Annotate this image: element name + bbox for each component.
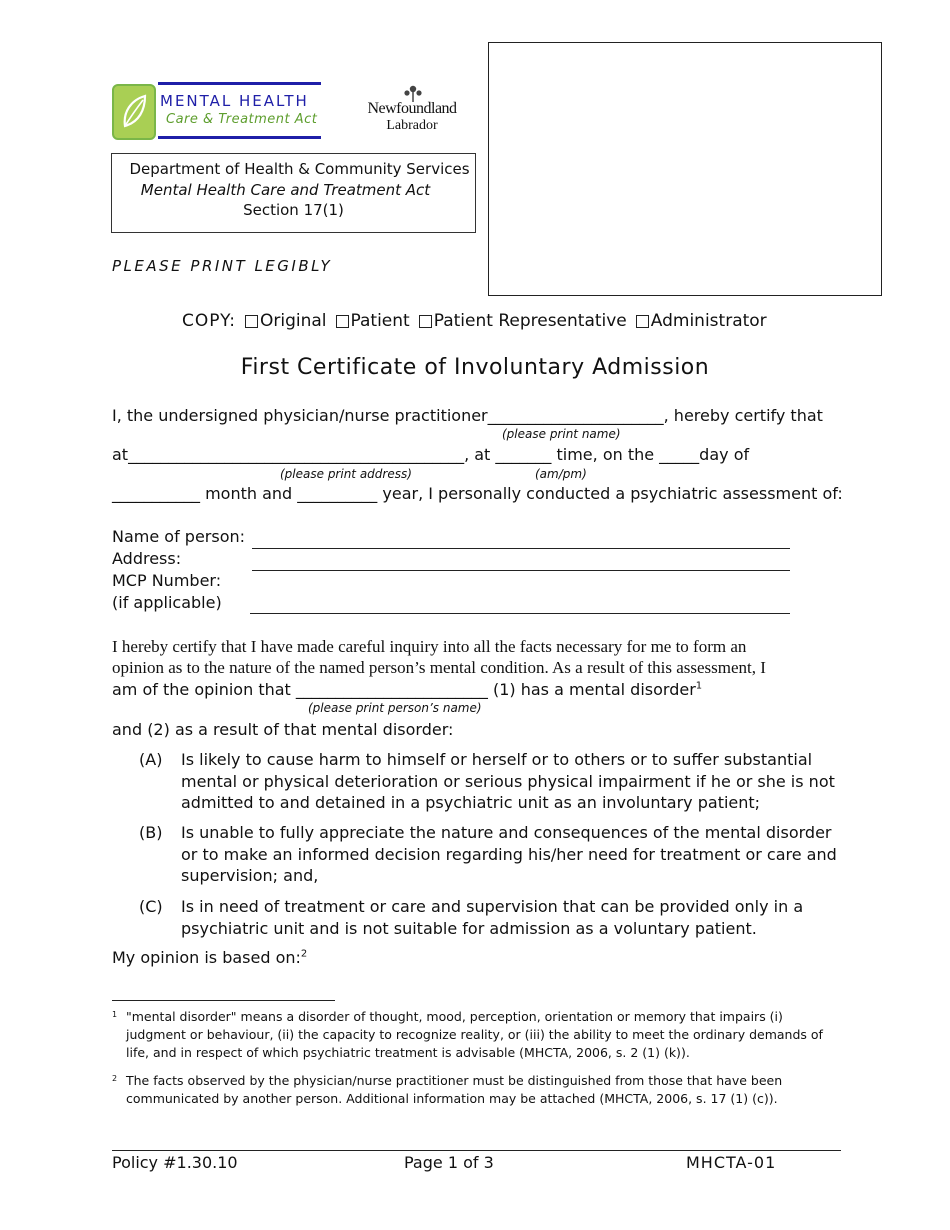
act-section: Section 17(1) [243, 201, 344, 219]
mcp-number-label: MCP Number: [112, 571, 222, 590]
footer-rule [112, 1150, 841, 1151]
item-a-text: Is likely to cause harm to himself or herself or to others or to suffer substantial mental or physical deterioration or serious physical impairment if he or she is not admitted to and detained in a psychiatric unit as an involuntary patient; [181, 750, 835, 812]
opinion-basis [112, 948, 307, 967]
logo-title: MENTAL HEALTH [160, 92, 309, 110]
act-name: Mental Health Care and Treatment Act [140, 181, 431, 199]
mcp-if-applicable: (if applicable) [112, 593, 222, 612]
item-c-letter: (C) [139, 897, 163, 916]
page-number: Page 1 of 3 [404, 1153, 494, 1172]
department-box [111, 153, 476, 233]
print-legibly-notice: PLEASE PRINT LEGIBLY [112, 257, 333, 275]
certify-line-3: ___________ month and __________ year, I personally conducted a psychiatric assessment of: [112, 484, 843, 503]
opinion-line-4: and (2) as a result of that mental disorder: [112, 720, 454, 739]
form-title: First Certificate of Involuntary Admission [240, 355, 710, 380]
mental-health-logo [112, 82, 321, 140]
certify-line-1: I, the undersigned physician/nurse practitioner______________________, hereby certify that [112, 406, 823, 425]
stamp-box[interactable] [488, 42, 882, 296]
footnote-ref-1: 1 [695, 680, 703, 692]
address-field[interactable] [252, 570, 790, 571]
footnote-2 [112, 1072, 837, 1108]
checkbox-patient[interactable] [336, 315, 349, 328]
logo-rule-top [158, 82, 321, 85]
opinion-line-3-text: am of the opinion that ________________________ (1) has a mental disorder [112, 680, 696, 699]
leaf-icon [112, 84, 156, 140]
copy-option-patient: Patient [350, 311, 410, 331]
hint-print-address: (please print address) [280, 467, 412, 481]
checkbox-original[interactable] [245, 315, 258, 328]
opinion-basis-text: My opinion is based on: [112, 948, 301, 967]
copy-option-patient-representative: Patient Representative [433, 311, 627, 331]
logo-rule-bottom [158, 136, 321, 139]
footnote-1-number: 1 [112, 1010, 118, 1019]
hint-am-pm: (am/pm) [535, 467, 587, 481]
checkbox-patient-representative[interactable] [419, 315, 432, 328]
certify-line-2: at__________________________________________, at _______ time, on the _____day of [112, 445, 750, 464]
copy-option-administrator: Administrator [650, 311, 767, 331]
logo-newfoundland: Newfoundland [367, 100, 457, 117]
department-name: Department of Health & Community Services [129, 160, 470, 178]
copy-row [182, 311, 773, 331]
policy-number: Policy #1.30.10 [112, 1153, 238, 1172]
newfoundland-labrador-logo [360, 84, 464, 136]
item-a-letter: (A) [139, 750, 163, 769]
item-b-letter: (B) [139, 823, 163, 842]
item-b-text: Is unable to fully appreciate the nature and consequences of the mental disorder or to make an informed decision regarding his/her need for treatment or care and supervision; and, [181, 823, 837, 885]
form-code: MHCTA-01 [686, 1153, 777, 1172]
footnote-1 [112, 1008, 837, 1062]
opinion-line-1: I hereby certify that I have made careful inquiry into all the facts necessary for me to form an [112, 637, 747, 656]
hint-print-name: (please print name) [502, 427, 621, 441]
name-of-person-label: Name of person: [112, 527, 246, 546]
copy-option-original: Original [259, 311, 327, 331]
footnote-ref-2: 2 [300, 948, 308, 960]
footnote-rule [112, 1000, 335, 1001]
footnote-2-text: The facts observed by the physician/nurse practitioner must be distinguished from those that have been communicated by another person. Additional information may be attached (MHCTA, 2006, s. 17 (1) (c)). [126, 1073, 783, 1106]
logo-labrador: Labrador [386, 118, 438, 133]
footnote-2-number: 2 [112, 1074, 118, 1083]
name-of-person-field[interactable] [252, 548, 790, 549]
checkbox-administrator[interactable] [636, 315, 649, 328]
item-c-text: Is in need of treatment or care and supervision that can be provided only in a psychiatric unit and is not suitable for admission as a voluntary patient. [181, 897, 804, 938]
hint-person-name: (please print person’s name) [308, 701, 482, 715]
opinion-line-2: opinion as to the nature of the named person’s mental condition. As a result of this assessment, I [112, 658, 766, 677]
opinion-line-3 [112, 680, 702, 699]
copy-label: COPY: [182, 311, 236, 331]
logo-subtitle: Care & Treatment Act [166, 112, 318, 127]
mcp-number-field[interactable] [250, 613, 790, 614]
address-label: Address: [112, 549, 182, 568]
footnote-1-text: "mental disorder" means a disorder of thought, mood, perception, orientation or memory that impairs (i) judgment or behaviour, (ii) the capacity to recognize reality, or (iii) the ability to meet the ordinary demands of life, and in respect of which psychiatric treatment is advisable (MHCTA, 2006, s. 2 (1) (k)). [126, 1009, 823, 1060]
